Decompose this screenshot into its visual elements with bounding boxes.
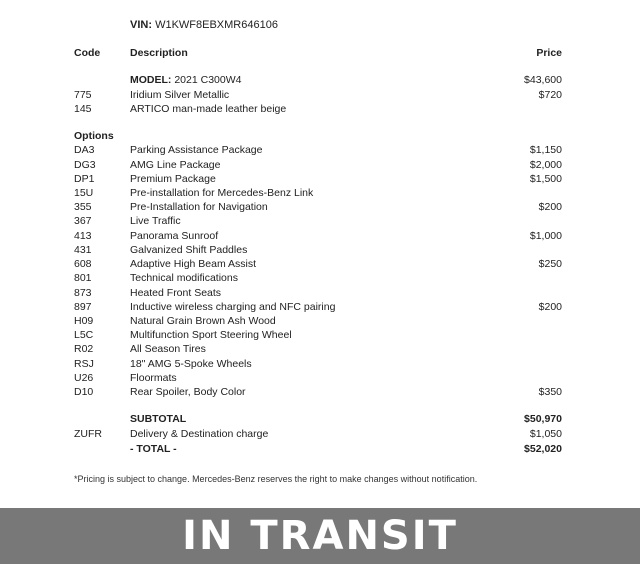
row-code: R02: [74, 343, 94, 355]
row-description: Rear Spoiler, Body Color: [130, 386, 246, 398]
row-code: U26: [74, 372, 94, 384]
row-code: ZUFR: [74, 428, 102, 440]
options-heading: Options: [74, 130, 114, 142]
row-description: Adaptive High Beam Assist: [130, 258, 257, 270]
row-description: Iridium Silver Metallic: [130, 89, 230, 101]
row-description: AMG Line Package: [130, 159, 221, 171]
table-header: [0, 46, 640, 60]
pricing-note: *Pricing is subject to change. Mercedes-Benz reserves the right to make changes without notification.: [74, 474, 478, 484]
delivery-row: [0, 427, 640, 441]
row-description: Inductive wireless charging and NFC pairing: [130, 301, 336, 313]
status-banner: [0, 508, 640, 564]
table-row: [0, 200, 640, 214]
row-price: $200: [538, 301, 562, 313]
row-code: DP1: [74, 173, 95, 185]
table-row: [0, 143, 640, 157]
row-code: L5C: [74, 329, 94, 341]
table-row: [0, 271, 640, 285]
table-row: [0, 172, 640, 186]
total-price: $52,020: [524, 443, 562, 455]
row-price: $250: [538, 258, 562, 270]
row-description: Floormats: [130, 372, 177, 384]
table-row: [0, 357, 640, 371]
model-value: 2021 C300W4: [174, 74, 242, 86]
row-price: $1,050: [529, 428, 562, 440]
row-code: 801: [74, 272, 92, 284]
row-price: $2,000: [529, 159, 562, 171]
row-description: All Season Tires: [130, 343, 206, 355]
table-row: [0, 214, 640, 228]
row-code: 775: [74, 89, 92, 101]
header-description: Description: [130, 47, 188, 59]
row-code: DG3: [74, 159, 96, 171]
row-price: $1,000: [529, 230, 562, 242]
row-code: 608: [74, 258, 92, 270]
row-description: Multifunction Sport Steering Wheel: [130, 329, 292, 341]
row-description: Delivery & Destination charge: [130, 428, 269, 440]
row-description: Heated Front Seats: [130, 287, 222, 299]
total-label: - TOTAL -: [130, 443, 177, 455]
row-price: $720: [538, 89, 562, 101]
table-row: [0, 158, 640, 172]
total-row: [0, 442, 640, 456]
row-description: Pre-Installation for Navigation: [130, 201, 268, 213]
row-code: 873: [74, 287, 92, 299]
subtotal-price: $50,970: [524, 413, 562, 425]
table-row: [0, 186, 640, 200]
row-code: 145: [74, 103, 92, 115]
vin-line: [130, 19, 278, 31]
row-code: DA3: [74, 144, 95, 156]
row-code: RSJ: [74, 358, 94, 370]
table-row: [0, 342, 640, 356]
row-price: $1,150: [529, 144, 562, 156]
row-description: Pre-installation for Mercedes-Benz Link: [130, 187, 314, 199]
row-code: 413: [74, 230, 92, 242]
vin-label: VIN:: [130, 19, 152, 31]
table-row: [0, 243, 640, 257]
row-price: $350: [538, 386, 562, 398]
row-description: Live Traffic: [130, 215, 181, 227]
row-description: Premium Package: [130, 173, 216, 185]
header-code: Code: [74, 47, 101, 59]
row-description: ARTICO man-made leather beige: [130, 103, 287, 115]
subtotal-row: [0, 412, 640, 426]
table-row: [0, 385, 640, 399]
model-label: MODEL:: [130, 74, 172, 86]
table-row: [0, 314, 640, 328]
table-row: [0, 257, 640, 271]
table-row: [0, 286, 640, 300]
row-description: Technical modifications: [130, 272, 238, 284]
row-code: 367: [74, 215, 92, 227]
row-code: D10: [74, 386, 94, 398]
row-code: H09: [74, 315, 94, 327]
row-price: $200: [538, 201, 562, 213]
status-banner-text: IN TRANSIT: [182, 513, 458, 559]
row-description: Galvanized Shift Paddles: [130, 244, 248, 256]
table-row: [0, 88, 640, 102]
table-row: [0, 102, 640, 116]
row-code: 897: [74, 301, 92, 313]
row-code: 431: [74, 244, 92, 256]
table-row: [0, 229, 640, 243]
table-row: [0, 371, 640, 385]
row-description: Natural Grain Brown Ash Wood: [130, 315, 276, 327]
row-description: Panorama Sunroof: [130, 230, 219, 242]
row-description: Parking Assistance Package: [130, 144, 263, 156]
vin-value: W1KWF8EBXMR646106: [155, 19, 278, 31]
header-price: Price: [536, 47, 562, 59]
model-price: $43,600: [524, 74, 562, 86]
table-row: [0, 328, 640, 342]
row-price: $1,500: [529, 173, 562, 185]
table-row: [0, 300, 640, 314]
row-description: 18" AMG 5-Spoke Wheels: [130, 358, 252, 370]
row-code: 355: [74, 201, 92, 213]
subtotal-label: SUBTOTAL: [130, 413, 187, 425]
model-row: [0, 73, 640, 87]
row-code: 15U: [74, 187, 94, 199]
